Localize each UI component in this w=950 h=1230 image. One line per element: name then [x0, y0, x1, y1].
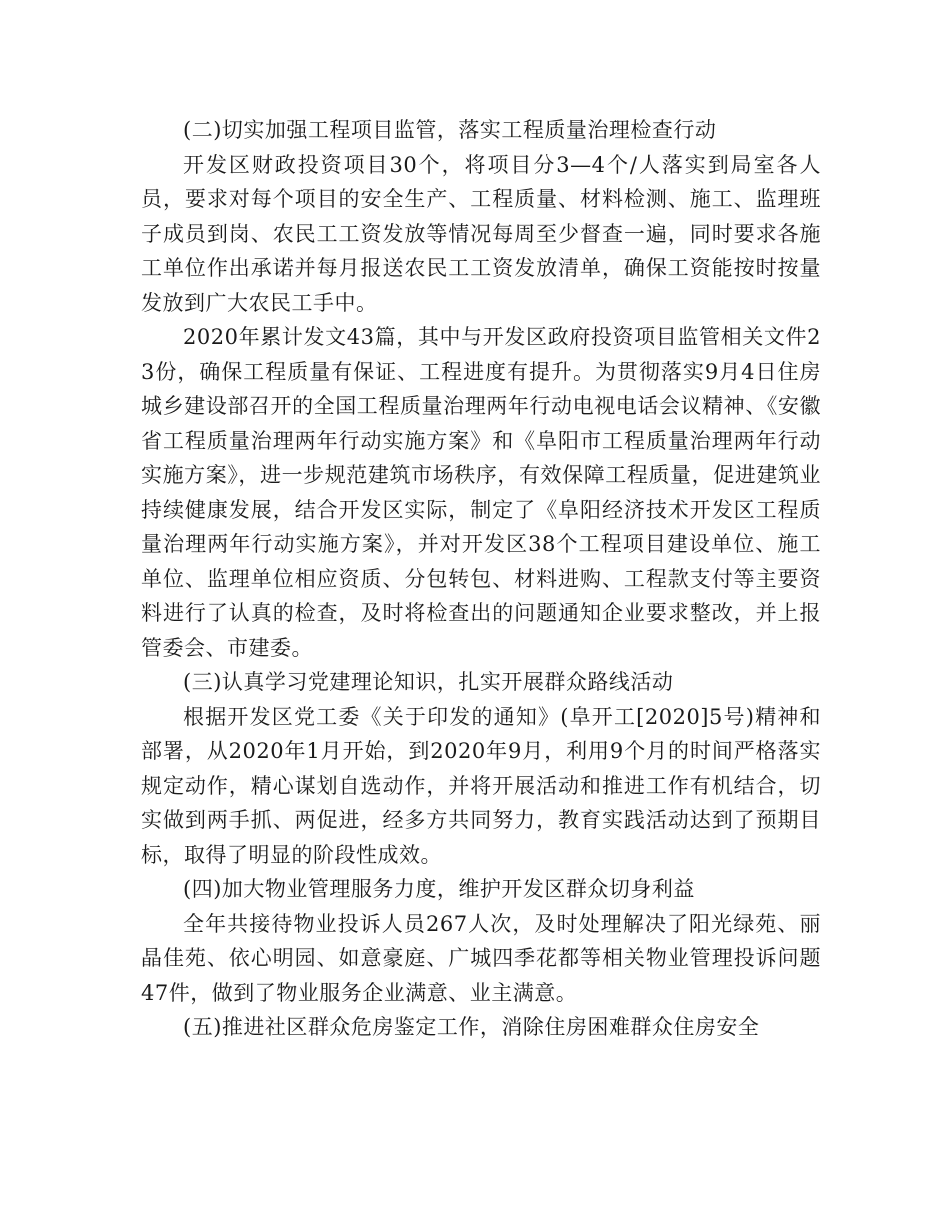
paragraph-documents-issued: 2020年累计发文43篇，其中与开发区政府投资项目监管相关文件23份，确保工程质量有保证、工程进度有提升。为贯彻落实9月4日住房城乡建设部召开的全国工程质量治理两年行动电视电话会议精神、《安徽省工程质量治理两年行动实施方案》和《阜阳市工程质量治理两年行动实施方案》，进一步规范建筑市场秩序，有效保障工程质量，促进建筑业持续健康发展，结合开发区实际，制定了《阜阳经济技术开发区工程质量治理两年行动实施方案》，并对开发区38个工程项目建设单位、施工单位、监理单位相应资质、分包转包、材料进购、工程款支付等主要资料进行了认真的检查，及时将检查出的问题通知企业要求整改，并上报管委会、市建委。 — [141, 325, 821, 660]
section-heading-2: (二)切实加强工程项目监管，落实工程质量治理检查行动 — [183, 118, 717, 142]
document-body — [141, 113, 821, 1045]
paragraph-party-study: 根据开发区党工委《关于印发的通知》(阜开工[2020]5号)精神和部署，从2020年1月开始，到2020年9月，利用9个月的时间严格落实规定动作，精心谋划自选动作，并将开展活动和推进工作有机结合，切实做到两手抓、两促进，经多方共同努力，教育实践活动达到了预期目标，取得了明显的阶段性成效。 — [141, 704, 821, 867]
paragraph-property-complaints: 全年共接待物业投诉人员267人次，及时处理解决了阳光绿苑、丽晶佳苑、依心明园、如意豪庭、广城四季花都等相关物业管理投诉问题47件，做到了物业服务企业满意、业主满意。 — [141, 911, 821, 1005]
section-heading-3: (三)认真学习党建理论知识，扎实开展群众路线活动 — [183, 670, 674, 694]
section-heading-4: (四)加大物业管理服务力度，维护开发区群众切身利益 — [183, 877, 695, 901]
section-heading-5: (五)推进社区群众危房鉴定工作，消除住房困难群众住房安全 — [183, 1015, 760, 1039]
paragraph-project-supervision: 开发区财政投资项目30个，将项目分3—4个/人落实到局室各人员，要求对每个项目的安全生产、工程质量、材料检测、施工、监理班子成员到岗、农民工工资发放等情况每周至少督查一遍，同时要求各施工单位作出承诺并每月报送农民工工资发放清单，确保工资能按时按量发放到广大农民工手中。 — [141, 152, 821, 315]
